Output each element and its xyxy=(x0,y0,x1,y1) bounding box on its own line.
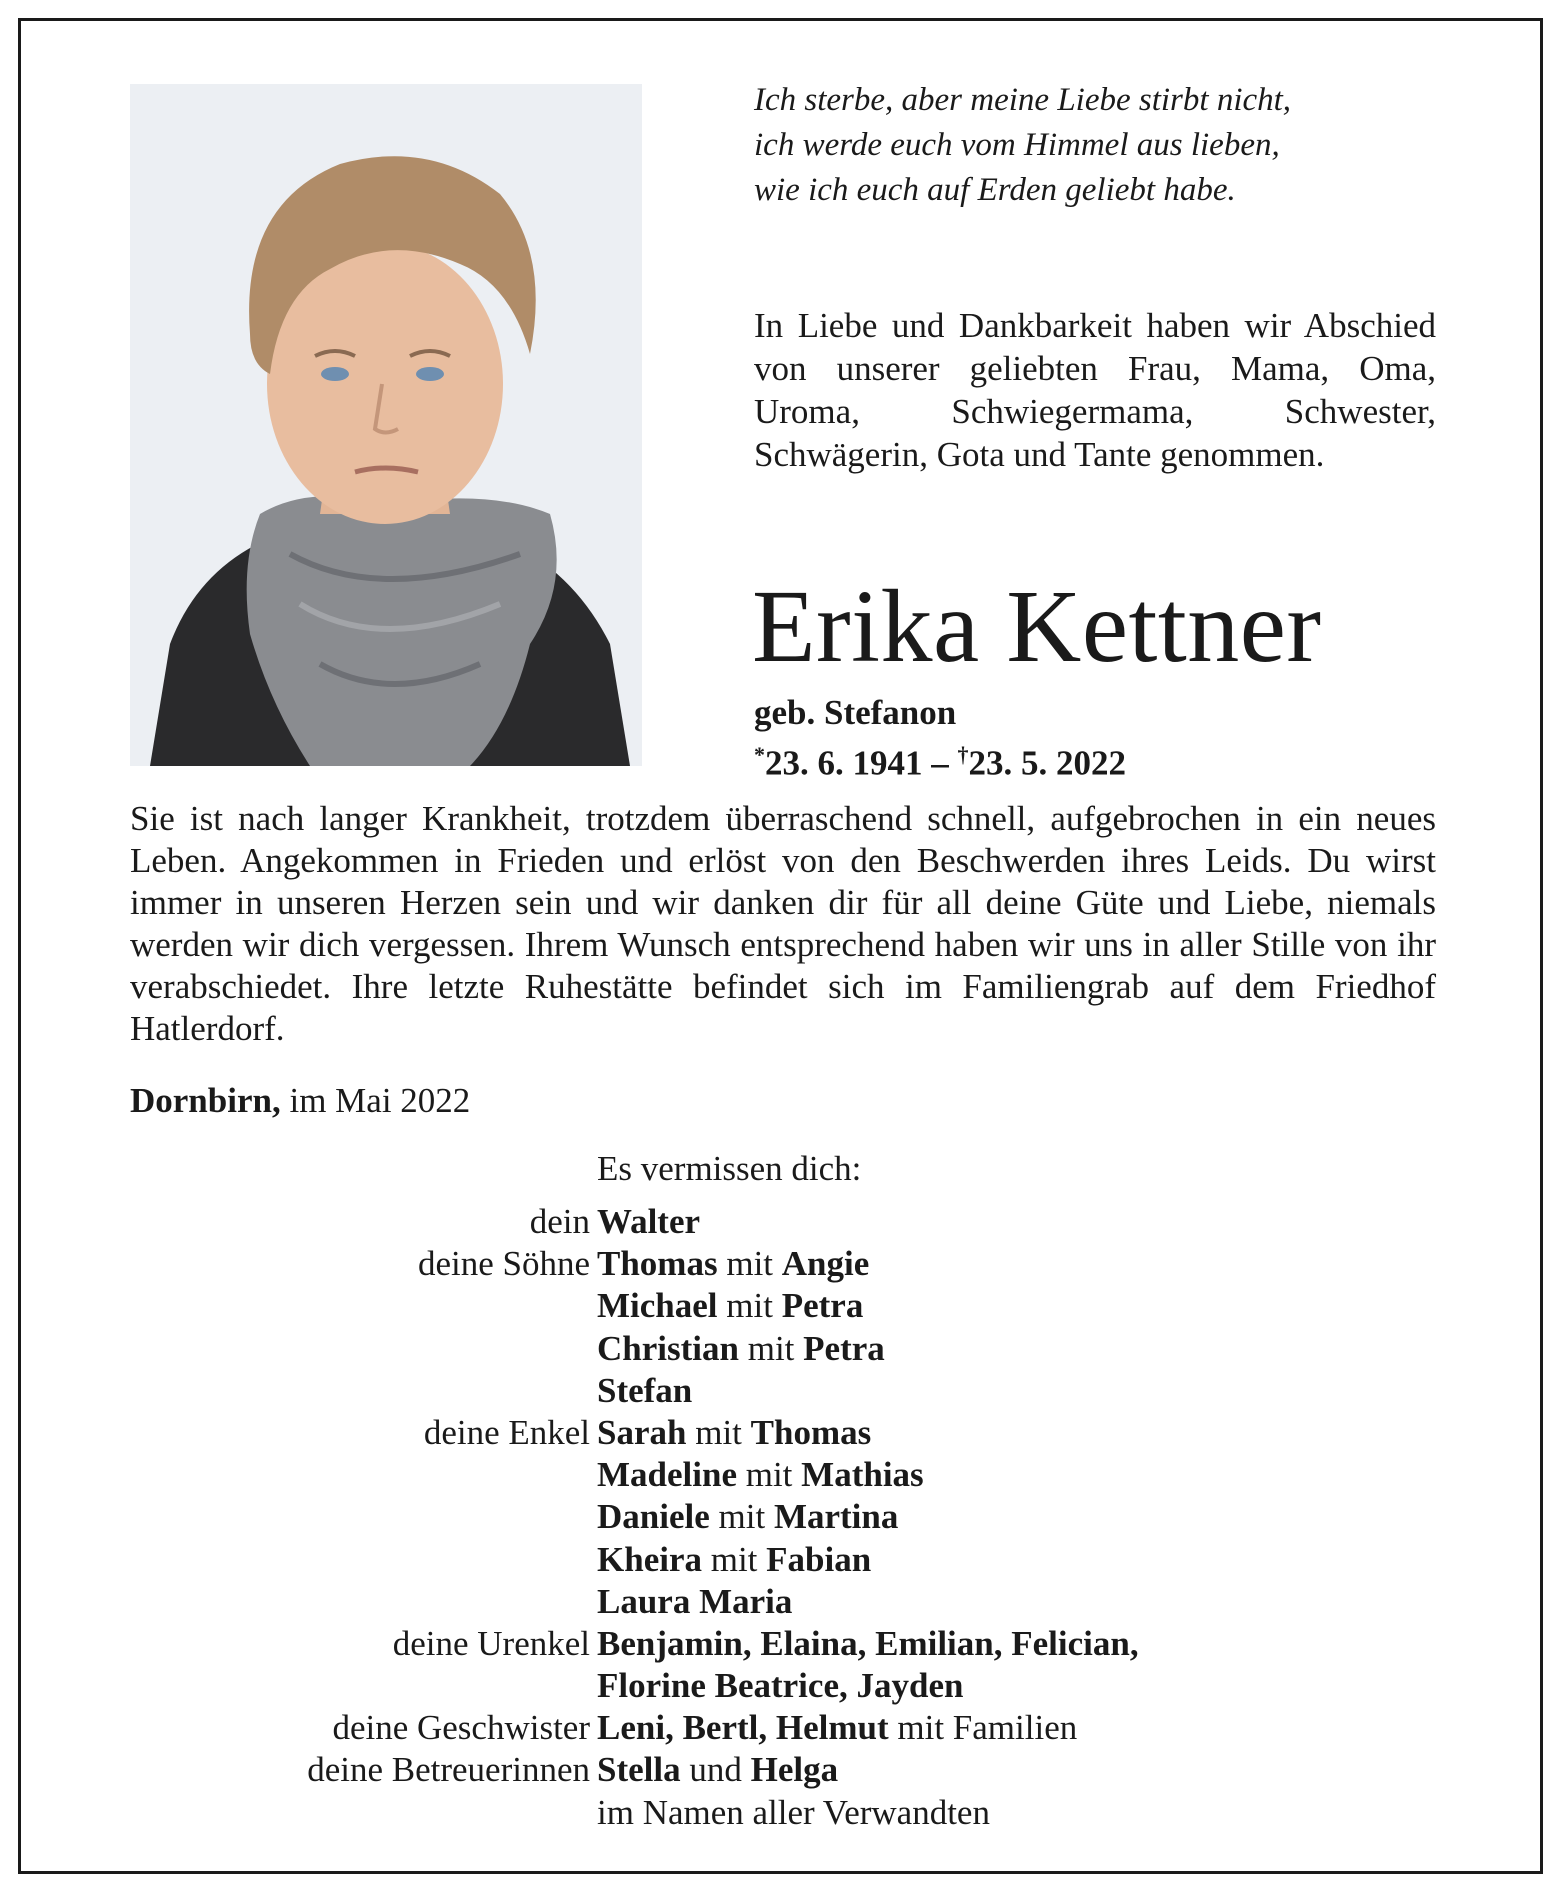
mourner-names xyxy=(597,1454,924,1496)
mourner-relation xyxy=(130,1328,597,1370)
mourner-relation: deine Betreuerinnen xyxy=(307,1750,590,1790)
mourner-name: Walter xyxy=(597,1202,701,1241)
mourner-name: Madeline xyxy=(597,1455,737,1495)
life-dates xyxy=(754,734,1126,785)
mourner-name: Stefan xyxy=(597,1370,693,1410)
mourners-list xyxy=(130,1201,1436,1834)
mourner-name: Michael xyxy=(597,1286,718,1326)
mourner-row xyxy=(130,1749,1436,1791)
mourner-relation: dein xyxy=(529,1202,590,1241)
mourner-join: mit xyxy=(736,1455,802,1495)
place-city: Dornbirn, xyxy=(130,1081,281,1120)
mourner-relation xyxy=(130,1496,597,1538)
mourner-names xyxy=(597,1792,990,1834)
mourner-names xyxy=(597,1243,869,1285)
mourner-partner: Martina xyxy=(773,1497,899,1537)
mourner-join: und xyxy=(680,1750,751,1790)
mourner-row xyxy=(130,1496,1436,1538)
mourner-names xyxy=(597,1370,692,1412)
mourner-relation xyxy=(130,1581,597,1623)
mourner-names xyxy=(597,1665,963,1707)
mourner-relation: deine Urenkel xyxy=(392,1623,590,1663)
mourner-row xyxy=(130,1328,1436,1370)
mourner-names xyxy=(597,1285,863,1327)
motto-line: Ich sterbe, aber meine Liebe stirbt nicht, xyxy=(754,82,1292,118)
mourner-name: Sarah xyxy=(597,1412,687,1452)
mourner-names xyxy=(597,1496,898,1538)
mourner-row xyxy=(130,1581,1436,1623)
mourner-name: Kheira xyxy=(597,1539,702,1579)
mourner-row xyxy=(130,1454,1436,1496)
mourner-join: im Namen aller Verwandten xyxy=(597,1792,990,1832)
mourner-partner: Helga xyxy=(750,1750,839,1790)
portrait-photo xyxy=(130,84,642,766)
deceased-name: Erika Kettner xyxy=(752,569,1322,684)
mourner-name: Christian xyxy=(597,1328,739,1368)
motto-quote xyxy=(754,78,1454,213)
mourner-row xyxy=(130,1370,1436,1412)
born-mark: * xyxy=(754,742,765,767)
intro-paragraph: In Liebe und Dankbarkeit haben wir Abschied von unserer geliebten Frau, Mama, Oma, Uroma, Schwiegermama, Schwester, Schwägerin, Gota und Tante genommen. xyxy=(754,306,1436,474)
mourner-names xyxy=(597,1539,871,1581)
died-mark: † xyxy=(957,742,969,767)
mourner-join: mit xyxy=(709,1497,774,1537)
missing-heading: Es vermissen dich: xyxy=(597,1149,862,1188)
mourner-join: mit xyxy=(701,1539,767,1579)
mourner-name: Leni, Bertl, Helmut xyxy=(597,1708,889,1748)
mourner-names xyxy=(597,1749,838,1791)
mourner-row xyxy=(130,1539,1436,1581)
mourner-row xyxy=(130,1412,1436,1454)
mourner-join: mit xyxy=(717,1244,782,1284)
place-date-line xyxy=(130,1080,470,1122)
mourner-names xyxy=(597,1328,885,1370)
mourner-relation xyxy=(130,1454,597,1496)
mourner-relation xyxy=(130,1539,597,1581)
place-date: im Mai 2022 xyxy=(280,1081,471,1120)
mourner-relation xyxy=(130,1665,597,1707)
mourner-partner: Petra xyxy=(803,1328,885,1368)
motto-line: ich werde euch vom Himmel aus lieben, xyxy=(754,127,1280,163)
mourner-row xyxy=(130,1707,1436,1749)
motto-line: wie ich euch auf Erden geliebt habe. xyxy=(754,172,1236,208)
mourner-row xyxy=(130,1665,1436,1707)
mourner-name: Benjamin, Elaina, Emilian, Felician, xyxy=(597,1623,1139,1663)
mourner-join: mit xyxy=(686,1412,751,1452)
date-separator: – xyxy=(922,743,958,783)
mourner-names xyxy=(597,1707,1077,1749)
mourner-name: Daniele xyxy=(597,1497,710,1537)
portrait-illustration xyxy=(130,84,642,766)
mourner-partner: Mathias xyxy=(801,1455,924,1495)
mourner-partner: Fabian xyxy=(766,1539,872,1579)
mourner-name: Florine Beatrice, Jayden xyxy=(597,1666,964,1706)
mourner-row xyxy=(130,1623,1436,1665)
obituary-body: Sie ist nach langer Krankheit, trotzdem überraschend schnell, aufgebrochen in ein neues Leben. Angekommen in Frieden und erlöst von den Beschwerden ihres Leids. Du wirst immer in unseren Herzen sein und wir danken dir für all deine Güte und Liebe, niemals werden wir dich vergessen. Ihrem Wunsch entsprechend haben wir uns in aller Stille von ihr verabschiedet. Ihre letzte Ruhestätte befindet sich im Familiengrab auf dem Friedhof Hatlerdorf. xyxy=(130,799,1436,1048)
mourner-row xyxy=(130,1792,1436,1834)
mourner-partner: Angie xyxy=(781,1244,870,1284)
mourner-relation: deine Söhne xyxy=(417,1244,590,1284)
mourner-join: mit Familien xyxy=(888,1708,1078,1748)
mourner-join: mit xyxy=(717,1286,782,1326)
mourner-row xyxy=(130,1201,1436,1243)
mourner-partner: Thomas xyxy=(750,1412,872,1452)
mourner-name: Thomas xyxy=(597,1244,718,1284)
mourner-relation xyxy=(130,1792,597,1834)
mourner-names xyxy=(597,1581,792,1623)
mourner-relation xyxy=(130,1285,597,1327)
mourner-join: mit xyxy=(738,1328,804,1368)
mourner-row xyxy=(130,1243,1436,1285)
mourner-names xyxy=(597,1201,700,1243)
mourner-partner: Petra xyxy=(781,1286,864,1326)
mourner-names xyxy=(597,1412,871,1454)
mourner-relation: deine Enkel xyxy=(423,1412,590,1452)
mourner-relation: deine Geschwister xyxy=(332,1708,590,1748)
mourner-row xyxy=(130,1285,1436,1327)
maiden-name: geb. Stefanon xyxy=(754,693,957,732)
mourner-names xyxy=(597,1623,1139,1665)
death-date: 23. 5. 2022 xyxy=(968,743,1126,783)
mourner-name: Laura Maria xyxy=(597,1581,793,1621)
mourner-name: Stella xyxy=(597,1750,681,1790)
birth-date: 23. 6. 1941 xyxy=(765,743,923,783)
mourner-relation xyxy=(130,1370,597,1412)
